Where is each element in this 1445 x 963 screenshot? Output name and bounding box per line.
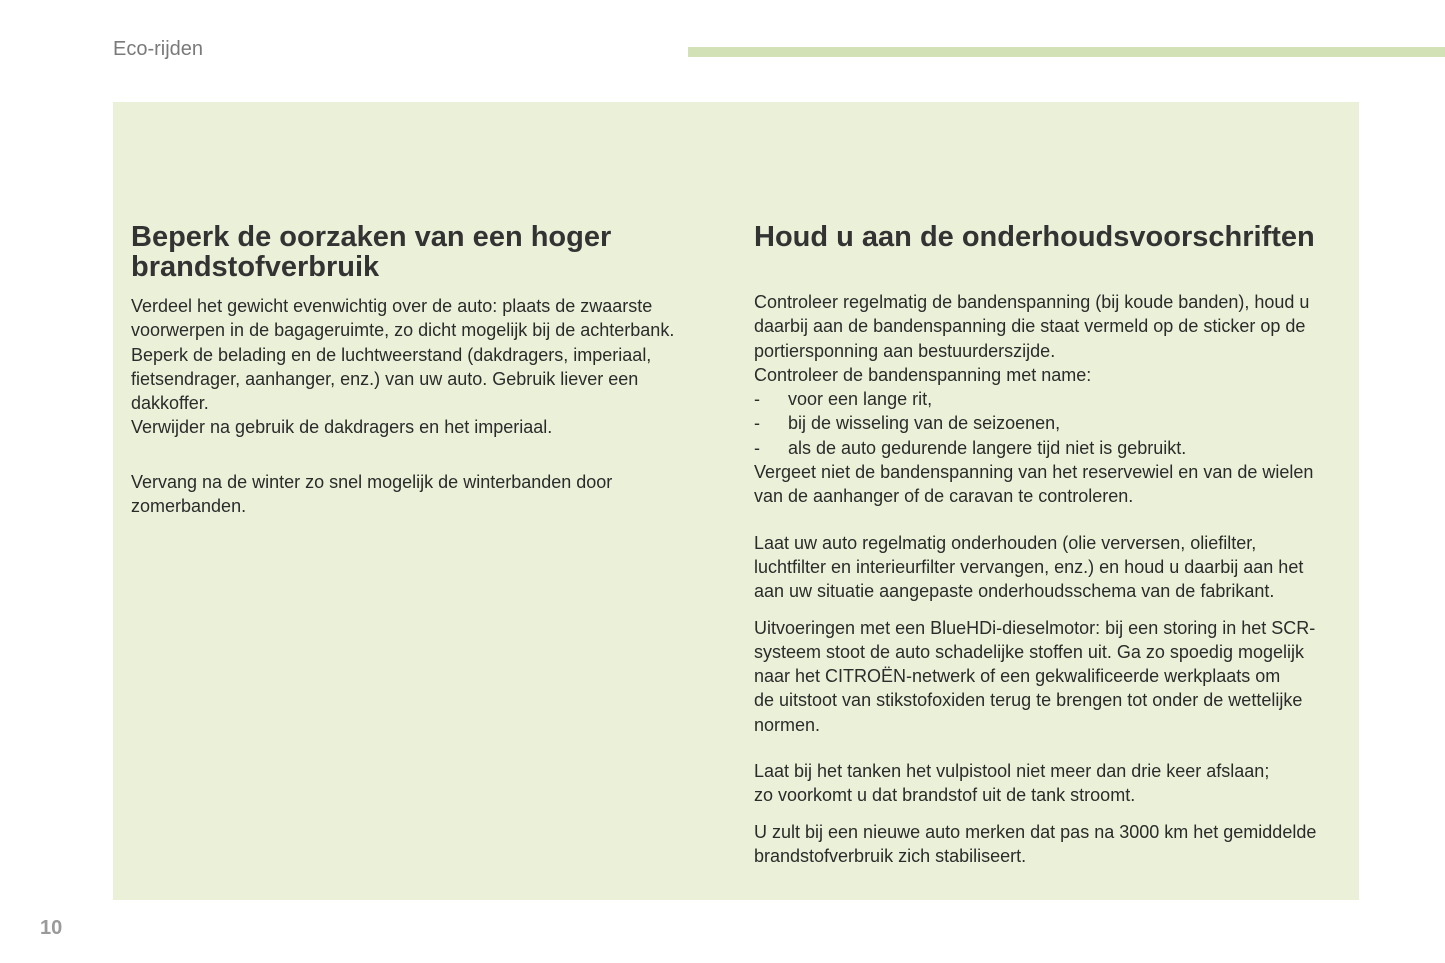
bullet-list: [754, 387, 1349, 460]
heading-line: brandstofverbruik: [131, 251, 380, 283]
text-line: portiersponning aan bestuurderszijde.: [754, 340, 1056, 361]
text-line: brandstofverbruik zich stabiliseert.: [754, 845, 1027, 866]
left-paragraph-1: [131, 294, 711, 440]
right-column: [754, 222, 1349, 868]
text-line: daarbij aan de bandenspanning die staat vermeld op de sticker op de: [754, 316, 1306, 337]
right-paragraph-5: [754, 759, 1349, 808]
text-line: systeem stoot de auto schadelijke stoffen uit. Ga zo spoedig mogelijk: [754, 641, 1304, 662]
text-line: dakkoffer.: [131, 393, 209, 414]
text-line: Laat bij het tanken het vulpistool niet meer dan drie keer afslaan;: [754, 761, 1270, 782]
text-line: zo voorkomt u dat brandstof uit de tank stroomt.: [754, 785, 1136, 806]
right-paragraph-4: [754, 616, 1349, 737]
bullet-dash: -: [754, 437, 760, 458]
right-paragraph-1: [754, 290, 1349, 387]
page-number: 10: [40, 917, 63, 939]
left-heading: [131, 222, 711, 282]
bullet-dash: -: [754, 389, 760, 410]
header-accent-bar: [688, 47, 1445, 57]
content-panel: [113, 102, 1359, 900]
list-item: [754, 411, 1349, 435]
heading-line: Beperk de oorzaken van een hoger: [131, 221, 612, 253]
text-line: zomerbanden.: [131, 496, 247, 517]
left-paragraph-2: [131, 470, 711, 519]
text-line: Verwijder na gebruik de dakdragers en het imperiaal.: [131, 417, 553, 438]
text-line: normen.: [754, 714, 821, 735]
text-line: naar het CITROËN-netwerk of een gekwalificeerde werkplaats om: [754, 666, 1281, 687]
left-column: [131, 222, 711, 518]
bullet-text: bij de wisseling van de seizoenen,: [788, 413, 1061, 434]
right-paragraph-6: [754, 820, 1349, 869]
text-line: aan uw situatie aangepaste onderhoudsschema van de fabrikant.: [754, 581, 1275, 602]
text-line: Vergeet niet de bandenspanning van het reservewiel en van de wielen: [754, 462, 1314, 483]
text-line: de uitstoot van stikstofoxiden terug te brengen tot onder de wettelijke: [754, 690, 1303, 711]
bullet-text: als de auto gedurende langere tijd niet is gebruikt.: [788, 437, 1187, 458]
bullet-dash: -: [754, 413, 760, 434]
text-line: Controleer regelmatig de bandenspanning (bij koude banden), houd u: [754, 292, 1310, 312]
text-line: Controleer de bandenspanning met name:: [754, 364, 1092, 385]
right-paragraph-2: [754, 460, 1349, 509]
text-line: van de aanhanger of de caravan te controleren.: [754, 486, 1134, 507]
text-line: luchtfilter en interieurfilter vervangen, enz.) en houd u daarbij aan het: [754, 556, 1304, 577]
right-paragraph-3: [754, 531, 1349, 604]
text-line: Uitvoeringen met een BlueHDi-dieselmotor: bij een storing in het SCR-: [754, 617, 1316, 638]
list-item: [754, 387, 1349, 411]
section-title: Eco-rijden: [113, 38, 204, 60]
bullet-text: voor een lange rit,: [788, 389, 933, 410]
text-line: Verdeel het gewicht evenwichtig over de auto: plaats de zwaarste: [131, 296, 653, 316]
text-line: fietsendrager, aanhanger, enz.) van uw auto. Gebruik liever een: [131, 368, 639, 389]
text-line: voorwerpen in de bagageruimte, zo dicht mogelijk bij de achterbank.: [131, 320, 675, 341]
text-line: Laat uw auto regelmatig onderhouden (olie verversen, oliefilter,: [754, 532, 1257, 553]
list-item: [754, 436, 1349, 460]
text-line: U zult bij een nieuwe auto merken dat pas na 3000 km het gemiddelde: [754, 821, 1317, 842]
right-heading: Houd u aan de onderhoudsvoorschriften: [754, 221, 1315, 253]
text-line: Vervang na de winter zo snel mogelijk de winterbanden door: [131, 471, 613, 492]
text-line: Beperk de belading en de luchtweerstand (dakdragers, imperiaal,: [131, 344, 652, 365]
